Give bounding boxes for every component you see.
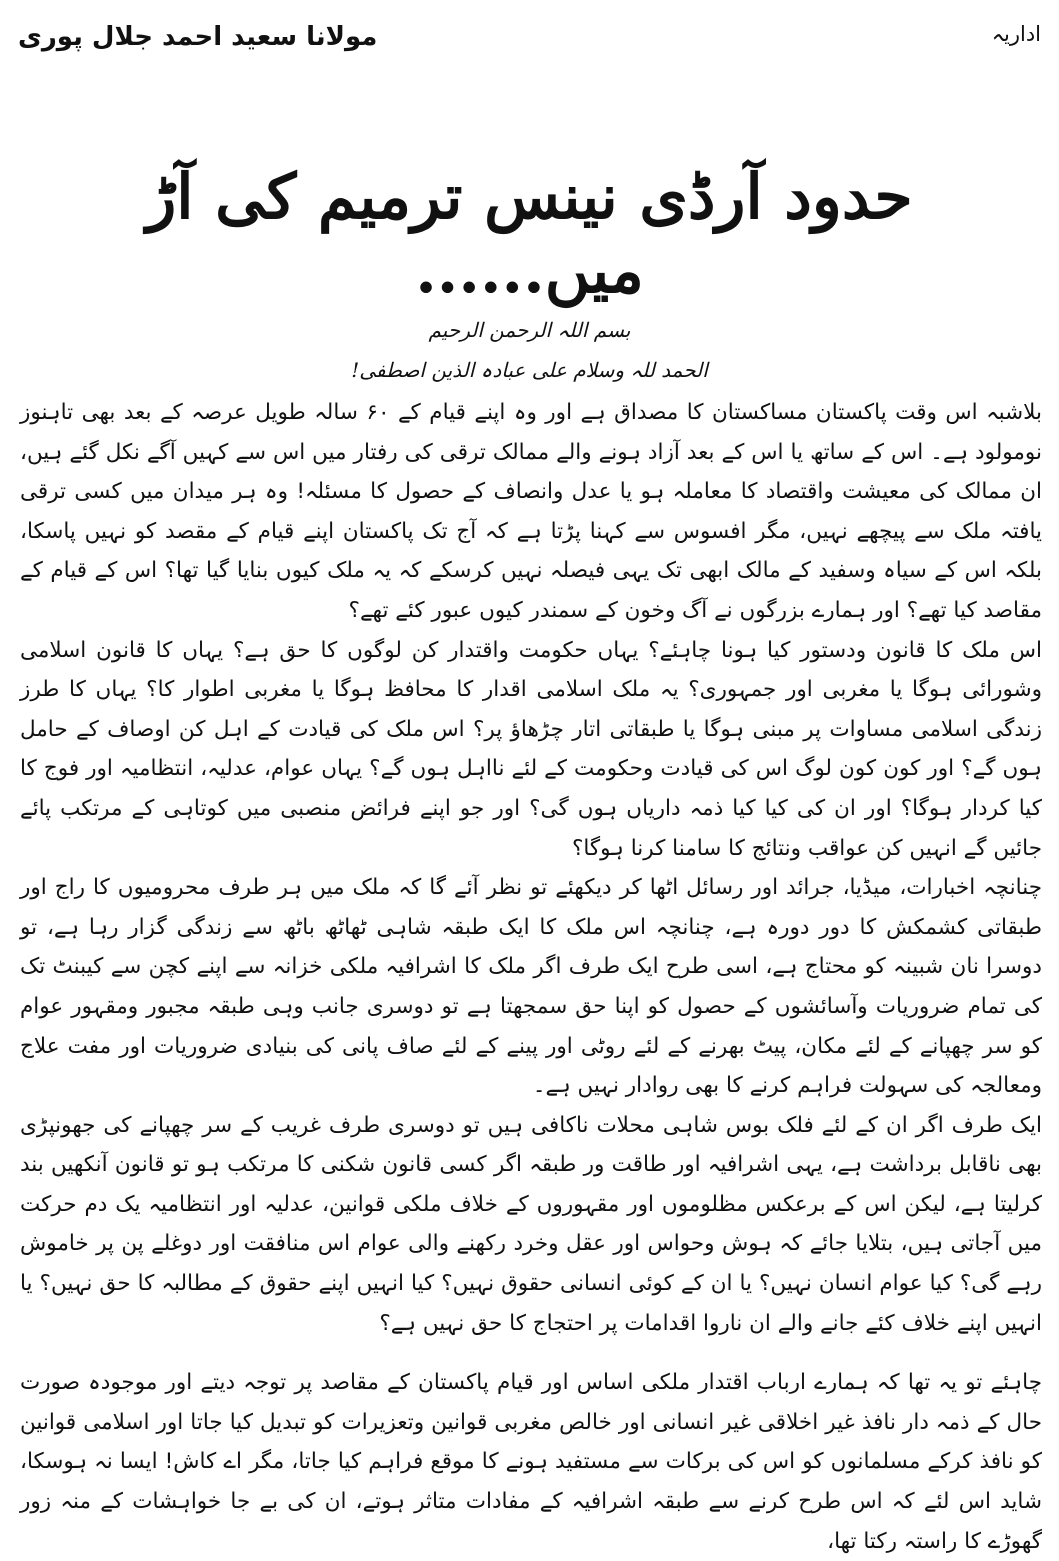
article-title: حدود آرڈی نینس ترمیم کی آڑ میں...... [146,160,913,308]
bismillah-line: بسم اللہ الرحمن الرحیم [428,318,631,342]
hamd-line: الحمد للہ وسلام علی عبادہ الذین اصطفی! [351,358,708,382]
paragraph-2: اس ملک کا قانون ودستور کیا ہونا چاہئے؟ یہاں حکومت واقتدار کن لوگوں کا حق ہے؟ یہاں کا قانون اسلامی وشورائی ہوگا یا مغربی اور جمہوری؟ یہ ملک اسلامی اقدار کا محافظ ہوگا یا مغربی اطوار کا؟ یہاں کا طرز زندگی اسلامی مساوات پر مبنی ہوگا یا طبقاتی اتار چڑھاؤ پر؟ اس ملک کی قیادت کے اہل کن اوصاف کے حامل ہوں گے؟ اور کون کون لوگ اس کی قیادت وحکومت کے لئے نااہل ہوں گے؟ یہاں عوام، عدلیہ، انتظامیہ اور فوج کا کیا کردار ہوگا؟ اور ان کی کیا کیا ذمہ داریاں ہوں گی؟ اور جو اپنے فرائض منصبی میں کوتاہی کے مرتکب پائے جائیں گے انہیں کن عواقب ونتائج کا سامنا کرنا ہوگا؟ [20,637,1042,861]
section-label: اداریہ [991,22,1041,46]
article-body [20,393,1042,1561]
paragraph-5: چاہئے تو یہ تھا کہ ہمارے ارباب اقتدار ملکی اساس اور قیام پاکستان کے مقاصد پر توجہ دیتے اور موجودہ صورت حال کے ذمہ دار نافذ غیر اخلاقی غیر انسانی اور خالص مغربی قوانین وتعزیرات کو تبدیل کیا جاتا اور اسلامی قوانین کو نافذ کرکے مسلمانوں کو اس کی برکات سے مستفید ہونے کا موقع فراہم کیا جاتا، مگر اے کاش! ایسا نہ ہوسکا، شاید اس لئے کہ اس طرح کرنے سے طبقہ اشرافیہ کے مفادات متاثر ہوتے، ان کی بے جا خواہشات کے منہ زور گھوڑے کا راستہ رکتا تھا، [20,1370,1042,1554]
paragraph-1: بلاشبہ اس وقت پاکستان مساکستان کا مصداق ہے اور وہ اپنے قیام کے ۶۰ سالہ طویل عرصہ کے بعد بھی تاہنوز نومولود ہے۔ اس کے ساتھ یا اس کے بعد آزاد ہونے والے ممالک ترقی کی رفتار میں اس سے کہیں آگے نکل گئے ہیں، ان ممالک کی معیشت واقتصاد کا معاملہ ہو یا عدل وانصاف کے حصول کا مسئلہ! وہ ہر میدان میں کسی ترقی یافتہ ملک سے پیچھے نہیں، مگر افسوس سے کہنا پڑتا ہے کہ آج تک پاکستان اپنے قیام کے مقصد کو نہیں پاسکا، بلکہ اس کے سیاہ وسفید کے مالک ابھی تک یہی فیصلہ نہیں کرسکے کہ یہ ملک کیوں بنایا گیا تھا؟ اس کے قیام کے مقاصد کیا تھے؟ اور ہمارے بزرگوں نے آگ وخون کے سمندر کیوں عبور کئے تھے؟ [20,400,1042,623]
invocation-block [0,310,1059,390]
paragraph-3: چنانچہ اخبارات، میڈیا، جرائد اور رسائل اٹھا کر دیکھئے تو نظر آئے گا کہ ملک میں ہر طرف محرومیوں کا راج اور طبقاتی کشمکش کا دور دورہ ہے، چنانچہ اس ملک کا ایک طبقہ شاہی ٹھاٹھ باٹھ سے زندگی گزار رہا ہے، تو دوسرا نان شبینہ کو محتاج ہے، اسی طرح ایک طرف اگر ملک کا اشرافیہ ملکی خزانہ سے اپنے کچن سے کیبنٹ تک کی تمام ضروریات وآسائشوں کے حصول کو اپنا حق سمجھتا ہے تو دوسری جانب وہی طبقہ مجبور ومقہور عوام کو سر چھپانے کے لئے مکان، پیٹ بھرنے کے لئے روٹی اور پینے کے لئے صاف پانی کی بنیادی ضروریات اور مفت علاج ومعالجہ کی سہولت فراہم کرنے کا بھی روادار نہیں ہے۔ [20,875,1042,1099]
author-name: مولانا سعید احمد جلال پوری [18,22,378,52]
paragraph-4: ایک طرف اگر ان کے لئے فلک بوس شاہی محلات ناکافی ہیں تو دوسری طرف غریب کے سر چھپانے کی جھونپڑی بھی ناقابل برداشت ہے، یہی اشرافیہ اور طاقت ور طبقہ اگر کسی قانون شکنی کا مرتکب ہو تو قانون آنکھیں بند کرلیتا ہے، لیکن اس کے برعکس مظلوموں اور مقہوروں کے خلاف ملکی قوانین، عدلیہ اور انتظامیہ یک دم حرکت میں آجاتی ہیں، بتلایا جائے کہ ہوش وحواس اور عقل وخرد رکھنے والی عوام اس منافقت اور دوغلے پن پر خاموش رہے گی؟ کیا عوام انسان نہیں؟ یا ان کے کوئی انسانی حقوق نہیں؟ کیا انہیں اپنے حقوق کے مطالبہ کا حق نہیں؟ یا انہیں اپنے خلاف کئے جانے والے ان ناروا اقدامات پر احتجاج کا حق نہیں ہے؟ [20,1112,1042,1336]
